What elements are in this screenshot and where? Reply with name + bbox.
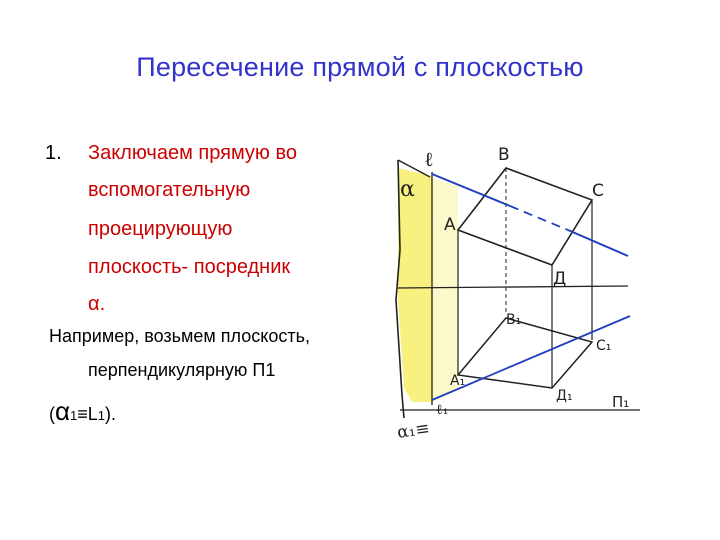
example-line-1: Например, возьмем плоскость, — [49, 326, 310, 346]
label-A: A — [444, 215, 456, 235]
label-alpha: α — [400, 177, 415, 202]
plane-alpha-shading-light — [432, 178, 458, 402]
notation-open: ( — [49, 404, 55, 424]
line-l-hidden — [510, 206, 568, 230]
label-B: B — [498, 145, 510, 165]
plane-alpha-shading — [398, 168, 432, 402]
step-line-3: проецирующую — [88, 218, 233, 240]
label-pi1: П₁ — [612, 393, 630, 411]
step-line-1: Заключаем прямую во — [88, 142, 297, 164]
notation-letter: L — [87, 404, 98, 424]
step-line-2: вспомогательную — [88, 179, 251, 201]
label-B1: B₁ — [506, 312, 522, 328]
line-l-visible-right — [568, 230, 628, 256]
notation-alpha: α — [55, 396, 71, 426]
label-C1: C₁ — [596, 338, 612, 354]
notation-letter-sub: 1 — [97, 408, 106, 423]
step-line-5: α. — [88, 293, 106, 315]
label-l: ℓ — [424, 147, 434, 171]
list-number: 1. — [45, 142, 62, 164]
quad-A1B1C1D1 — [458, 318, 592, 388]
step-line-4: плоскость- посредник — [88, 256, 291, 278]
notation-alpha-sub: 1 — [70, 408, 78, 423]
slide-title: Пересечение прямой с плоскостью — [136, 52, 584, 82]
label-D: Д — [553, 269, 567, 289]
label-l1: ℓ₁ — [436, 402, 449, 418]
label-A1: A₁ — [450, 373, 466, 389]
label-D1: Д₁ — [556, 388, 573, 404]
example-line-2: перпендикулярную П1 — [88, 360, 276, 380]
label-alpha1: α₁≡ — [395, 418, 431, 443]
label-C: C — [592, 181, 604, 201]
notation-close: ). — [105, 404, 117, 424]
notation-identity: ≡ — [77, 404, 88, 424]
quad-ABCD — [458, 168, 592, 265]
